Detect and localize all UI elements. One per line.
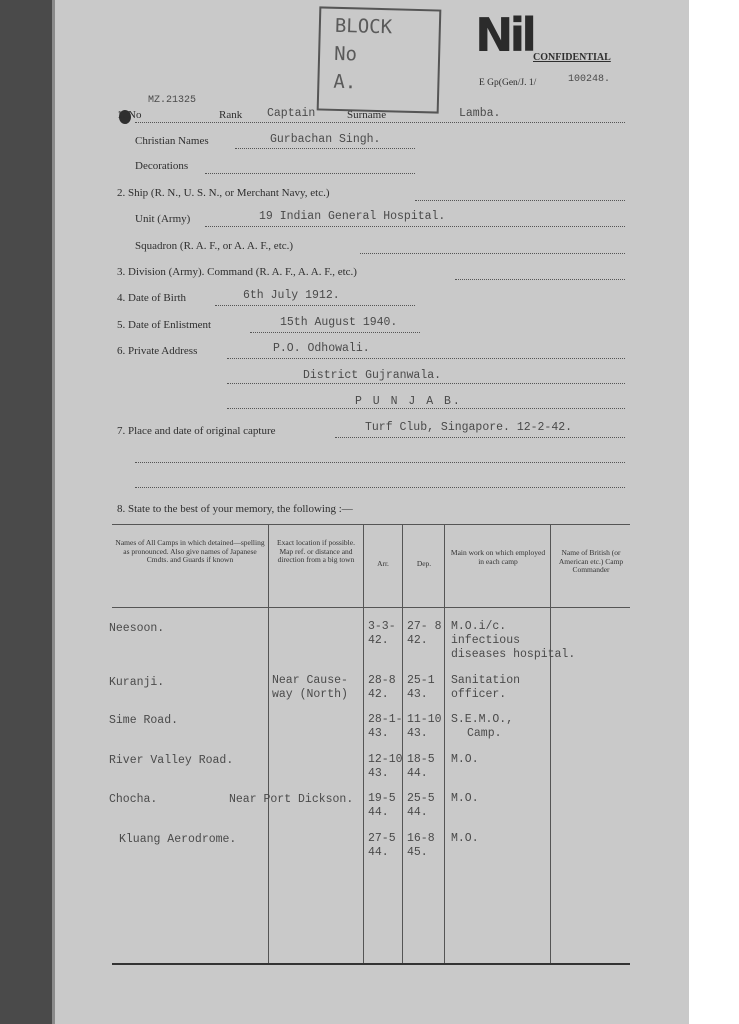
work-line-2: officer.: [451, 688, 507, 701]
dep-year: 43.: [407, 727, 428, 740]
dep-date: 27- 8: [407, 620, 442, 633]
table-header-rule: [112, 607, 630, 608]
binder-spine: [0, 0, 52, 1024]
location-line-2: way (North): [272, 688, 348, 701]
table-col-divider-2: [363, 524, 364, 963]
line-dob: [215, 305, 415, 306]
location: Near Port Dickson.: [229, 793, 354, 806]
table-col-divider-1: [268, 524, 269, 963]
line-capture-1: [335, 437, 625, 438]
squadron-label: Squadron (R. A. F., or A. A. F., etc.): [135, 240, 294, 252]
address-label: 6. Private Address: [117, 345, 198, 357]
division-label: 3. Division (Army). Command (R. A. F., A. A. F., etc.): [117, 266, 357, 278]
address-line-1: P.O. Odhowali.: [273, 342, 370, 355]
unit-label: Unit (Army): [135, 213, 191, 225]
header-dep: Dep.: [416, 559, 432, 568]
reference-number: 100248.: [568, 74, 611, 85]
work-line-1: M.O.: [451, 832, 479, 845]
work-line-1: S.E.M.O.,: [451, 713, 514, 726]
dep-year: 44.: [407, 767, 428, 780]
enlistment-value: 15th August 1940.: [280, 316, 398, 329]
stamp-line-2: No: [333, 42, 358, 66]
line-division: [455, 279, 625, 280]
line-christian: [235, 148, 415, 149]
enlistment-label: 5. Date of Enlistment: [117, 319, 212, 331]
line-1: [135, 122, 625, 123]
table-col-divider-3: [402, 524, 403, 963]
arr-date: 28-1-: [368, 713, 403, 726]
line-capture-2: [135, 462, 625, 463]
surname-value: Lamba.: [459, 107, 501, 120]
camp-name: River Valley Road.: [109, 754, 234, 767]
surname-label: Surname: [347, 109, 387, 121]
arr-year: 44.: [368, 846, 389, 859]
rank-label: Rank: [219, 109, 243, 121]
ship-label: 2. Ship (R. N., U. S. N., or Merchant Navy, etc.): [117, 187, 330, 199]
work-line-3: diseases hospital.: [451, 648, 576, 661]
table-bottom-rule: [112, 963, 630, 965]
header-arr: Arr.: [377, 559, 389, 568]
work-line-2: infectious: [451, 634, 521, 647]
arr-year: 43.: [368, 727, 389, 740]
camp-name: Sime Road.: [109, 714, 179, 727]
camp-name: Kluang Aerodrome.: [119, 833, 237, 846]
decorations-label: Decorations: [135, 160, 189, 172]
stamp-line-1: BLOCK: [334, 14, 393, 39]
line-ship: [415, 200, 625, 201]
form-sheet: [55, 0, 689, 1024]
line-squadron: [360, 253, 625, 254]
dob-label: 4. Date of Birth: [117, 292, 187, 304]
dep-year: 44.: [407, 806, 428, 819]
dep-date: 11-10: [407, 713, 442, 726]
table-col-divider-5: [550, 524, 551, 963]
dep-year: 43.: [407, 688, 428, 701]
line-capture-3: [135, 487, 625, 488]
camp-name: Chocha.: [109, 793, 158, 806]
arr-year: 42.: [368, 688, 389, 701]
line-enlistment: [250, 332, 420, 333]
address-line-2: District Gujranwala.: [303, 369, 442, 382]
christian-names-label: Christian Names: [135, 135, 209, 147]
dep-date: 25-5: [407, 792, 435, 805]
dep-date: 25-1: [407, 674, 435, 687]
arr-date: 3-3-: [368, 620, 396, 633]
number-label: 1. No: [117, 109, 142, 121]
dep-year: 42.: [407, 634, 428, 647]
service-number: MZ.21325: [148, 95, 197, 106]
line-decorations: [205, 173, 415, 174]
header-camps: Names of All Camps in which detained—spelling as pronounced. Also give names of Japanese Cmdts. and Guards if known: [115, 538, 265, 565]
address-line-3: P U N J A B.: [355, 395, 462, 408]
line-address-1: [227, 358, 625, 359]
dep-date: 18-5: [407, 753, 435, 766]
line-address-3: [227, 408, 625, 409]
dob-value: 6th July 1912.: [243, 289, 340, 302]
header-commander: Name of British (or American etc.) Camp Commander: [558, 548, 624, 575]
unit-value: 19 Indian General Hospital.: [259, 210, 446, 223]
dep-year: 45.: [407, 846, 428, 859]
camp-name: Kuranji.: [109, 676, 165, 689]
block-stamp: [317, 6, 442, 113]
work-line-1: M.O.: [451, 792, 479, 805]
camp-name: Neesoon.: [109, 622, 165, 635]
reference-prefix: E Gp(Gen/J. 1/: [479, 78, 537, 88]
arr-year: 42.: [368, 634, 389, 647]
arr-date: 27-5: [368, 832, 396, 845]
arr-date: 19-5: [368, 792, 396, 805]
dep-date: 16-8: [407, 832, 435, 845]
header-work: Main work on which employed in each camp: [450, 548, 546, 566]
arr-date: 28-8: [368, 674, 396, 687]
location-line-1: Near Cause-: [272, 674, 348, 687]
arr-year: 44.: [368, 806, 389, 819]
christian-names-value: Gurbachan Singh.: [270, 133, 381, 146]
line-address-2: [227, 383, 625, 384]
work-line-1: Sanitation: [451, 674, 521, 687]
line-unit: [205, 226, 625, 227]
header-location: Exact location if possible. Map ref. or distance and direction from a big town: [277, 538, 355, 565]
table-col-divider-4: [444, 524, 445, 963]
work-line-2: Camp.: [467, 727, 502, 740]
stamp-line-3: A.: [333, 70, 357, 94]
classification-label: CONFIDENTIAL: [533, 52, 611, 63]
arr-date: 12-10: [368, 753, 403, 766]
memory-label: 8. State to the best of your memory, the following :—: [117, 503, 353, 515]
table-top-rule: [112, 524, 630, 525]
work-line-1: M.O.: [451, 753, 479, 766]
capture-label: 7. Place and date of original capture: [117, 425, 276, 437]
handwritten-annotation: Nil: [475, 8, 534, 62]
rank-value: Captain: [267, 107, 316, 120]
work-line-1: M.O.i/c.: [451, 620, 507, 633]
capture-value: Turf Club, Singapore. 12-2-42.: [365, 421, 573, 434]
arr-year: 43.: [368, 767, 389, 780]
